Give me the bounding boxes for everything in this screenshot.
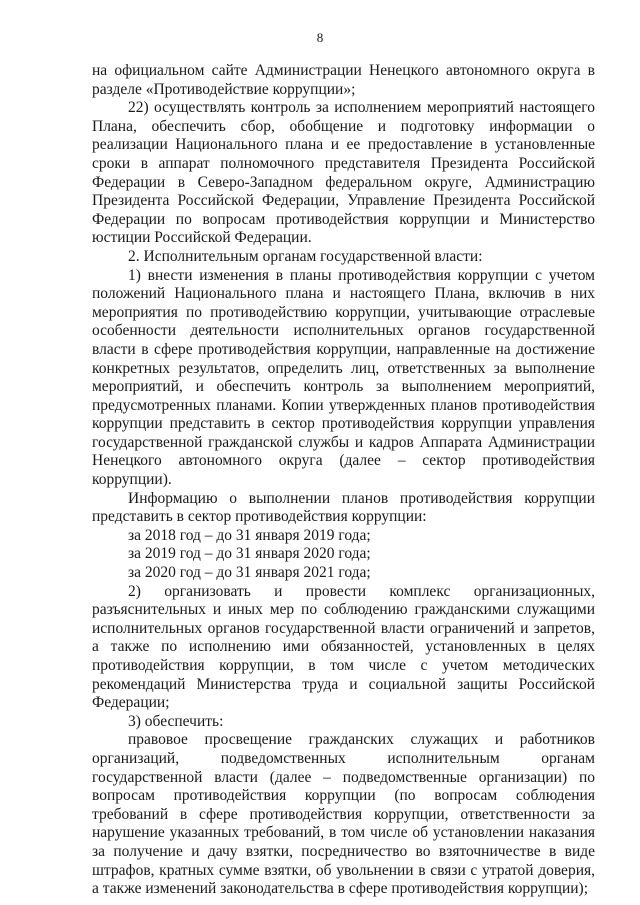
paragraph-item-2: 2) организовать и провести комплекс организационных, разъяснительных и иных мер по соблюдению гражданскими служащими исполнительных органов государственной власти ограничений и запретов, а также по исполнению ими обязанностей, установленных в целях противодействия коррупции, в том числе с учетом методических рекомендаций Министерства труда и социальной защиты Российской Федерации; <box>92 582 595 712</box>
paragraph-item-1: 1) внести изменения в планы противодействия коррупции с учетом положений Национального плана и настоящего Плана, включив в них мероприятия по противодействию коррупции, учитывающие отраслевые особенности деятельности исполнительных органов государственной власти в сфере противодействия коррупции, направленные на достижение конкретных результатов, определить лиц, ответственных за выполнение мероприятий, и обеспечить контроль за выполнением мероприятий, предусмотренных планами. Копии утвержденных планов противодействия коррупции представить в сектор противодействия коррупции управления государственной гражданской службы и кадров Аппарата Администрации Ненецкого автономного округа (далее – сектор противодействия коррупции). <box>92 266 595 489</box>
list-item-2018: за 2018 год – до 31 января 2019 года; <box>128 526 371 544</box>
document-body <box>92 62 595 899</box>
paragraph-reporting-info: Информацию о выполнении планов противодействия коррупции представить в сектор противодействия коррупции: <box>92 489 595 526</box>
paragraph-section-2-heading: 2. Исполнительным органам государственной власти: <box>128 247 483 265</box>
paragraph-item-22: 22) осуществлять контроль за исполнением мероприятий настоящего Плана, обеспечить сбор, обобщение и подготовку информации о реализации Национального плана и ее предоставление в установленные сроки в аппарат полномочного представителя Президента Российской Федерации в Северо-Западном федеральном округе, Администрацию Президента Российской Федерации, Управление Президента Российской Федерации по вопросам противодействия коррупции и Министерство юстиции Российской Федерации. <box>92 99 595 247</box>
page-number: 8 <box>316 30 324 45</box>
list-item-2020: за 2020 год – до 31 января 2021 года; <box>128 564 371 582</box>
paragraph-legal-education: правовое просвещение гражданских служащих и работников организаций, подведомственных исполнительным органам государственной власти (далее – подведомственные организации) по вопросам противодействия коррупции (по вопросам соблюдения требований в сфере противодействия коррупции, ответственности за нарушение указанных требований, в том числе об установлении наказания за получение и дачу взятки, посредничество во взяточничестве в виде штрафов, кратных сумме взятки, об увольнении в связи с утратой доверия, а также изменений законодательства в сфере противодействия коррупции); <box>92 731 595 898</box>
list-item-2019: за 2019 год – до 31 января 2020 года; <box>128 545 371 563</box>
paragraph-website-section: на официальном сайте Администрации Ненецкого автономного округа в разделе «Противодействие коррупции»; <box>92 62 595 98</box>
paragraph-item-3: 3) обеспечить: <box>128 712 224 730</box>
